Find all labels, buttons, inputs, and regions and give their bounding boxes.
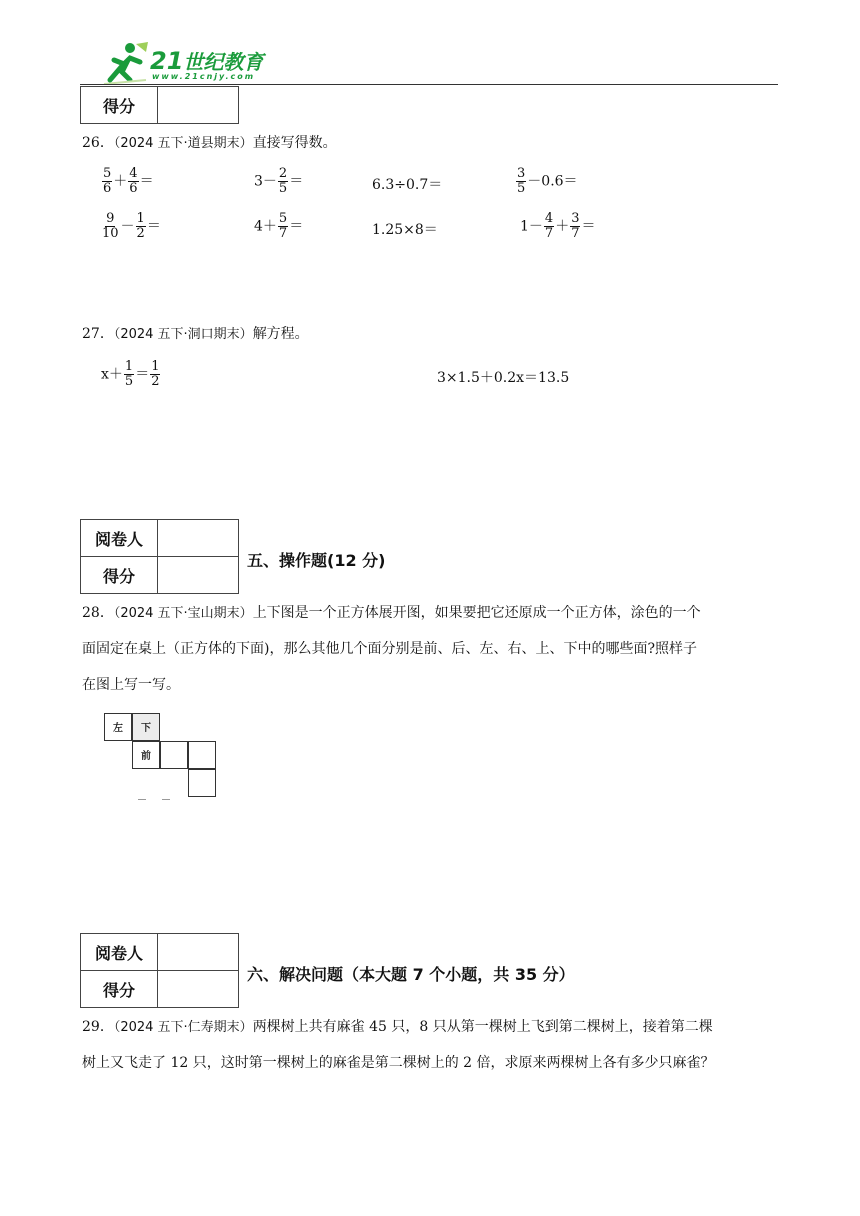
- net-fragment-mark: [162, 799, 170, 800]
- logo-wordmark: 21世纪教育: [150, 47, 264, 75]
- score-label: 得分: [81, 557, 158, 594]
- q26-item-3: 6.3÷0.7＝: [372, 177, 443, 193]
- net-face-blank-1[interactable]: [160, 741, 188, 769]
- question-29: 29．（2024 五下·仁寿期末）两棵树上共有麻雀 45 只，8 只从第一棵树上飞到第二棵树上，接着第二棵 树上又飞走了 12 只，这时第一棵树上的麻雀是第二棵树上的 2 倍，求原来两棵树上各有多少只麻雀？: [82, 1012, 782, 1079]
- logo-url: www.21cnjy.com: [152, 72, 256, 81]
- q29-line-2: 树上又飞走了 12 只，这时第一棵树上的麻雀是第二棵树上的 2 倍，求原来两棵树上各有多少只麻雀？: [82, 1055, 715, 1071]
- score-blank[interactable]: [158, 87, 239, 124]
- net-face-bottom-shaded[interactable]: 下: [132, 713, 160, 741]
- net-face-front[interactable]: 前: [132, 741, 160, 769]
- q26-item-7: 1.25×8＝: [372, 222, 438, 238]
- score-table-section5: [80, 519, 239, 594]
- cube-net: [104, 713, 224, 803]
- question-26: 26．（2024 五下·道县期末）直接写得数。: [82, 135, 337, 151]
- q28-line-2: 面固定在桌上（正方体的下面)，那么其他几个面分别是前、后、左、右、上、下中的哪些面?照样子: [82, 641, 697, 657]
- section5-title: 五、操作题(12 分): [247, 551, 386, 570]
- reviewer-blank[interactable]: [158, 934, 239, 971]
- question-28: 28．（2024 五下·宝山期末）上下图是一个正方体展开图，如果要把它还原成一个正方体，涂色的一个 面固定在桌上（正方体的下面)，那么其他几个面分别是前、后、左、右、上、下中的哪些面?照样子 在图上写一写。: [82, 598, 782, 701]
- q26-item-5: $\frac{9}{10}$ － $\frac{1}{2}$ ＝: [102, 211, 161, 241]
- reviewer-label: 阅卷人: [81, 520, 158, 557]
- score-label: 得分: [81, 971, 158, 1008]
- q26-item-8: 1－ $\frac{4}{7}$ ＋ $\frac{3}{7}$ ＝: [520, 211, 596, 241]
- net-face-blank-2[interactable]: [188, 741, 216, 769]
- reviewer-label: 阅卷人: [81, 934, 158, 971]
- net-fragment-mark: [138, 799, 146, 800]
- q28-line-3: 在图上写一写。: [82, 677, 180, 693]
- q26-item-6: 4＋ $\frac{5}{7}$ ＝: [254, 211, 304, 241]
- score-blank[interactable]: [158, 971, 239, 1008]
- score-blank[interactable]: [158, 557, 239, 594]
- q26-item-1: $\frac{5}{6}$ ＋ $\frac{4}{6}$ ＝: [103, 166, 154, 196]
- q26-item-4: $\frac{3}{5}$ －0.6＝: [517, 166, 578, 196]
- q27-equation-2: 3×1.5＋0.2x＝13.5: [437, 370, 570, 386]
- reviewer-blank[interactable]: [158, 520, 239, 557]
- net-face-left[interactable]: 左: [104, 713, 132, 741]
- q27-equation-1: x＋ $\frac{1}{5}$ ＝ $\frac{1}{2}$: [101, 359, 160, 389]
- runner-logo-icon: [100, 40, 150, 86]
- question-27: 27．（2024 五下·洞口期末）解方程。: [82, 326, 309, 342]
- score-table-section6: [80, 933, 239, 1008]
- section6-title: 六、解决问题（本大题 7 个小题，共 35 分）: [247, 965, 575, 984]
- score-label: 得分: [81, 87, 158, 124]
- header-rule: [80, 84, 778, 85]
- q26-item-2: 3－ $\frac{2}{5}$ ＝: [254, 166, 304, 196]
- net-face-blank-3[interactable]: [188, 769, 216, 797]
- score-table-top: [80, 86, 239, 124]
